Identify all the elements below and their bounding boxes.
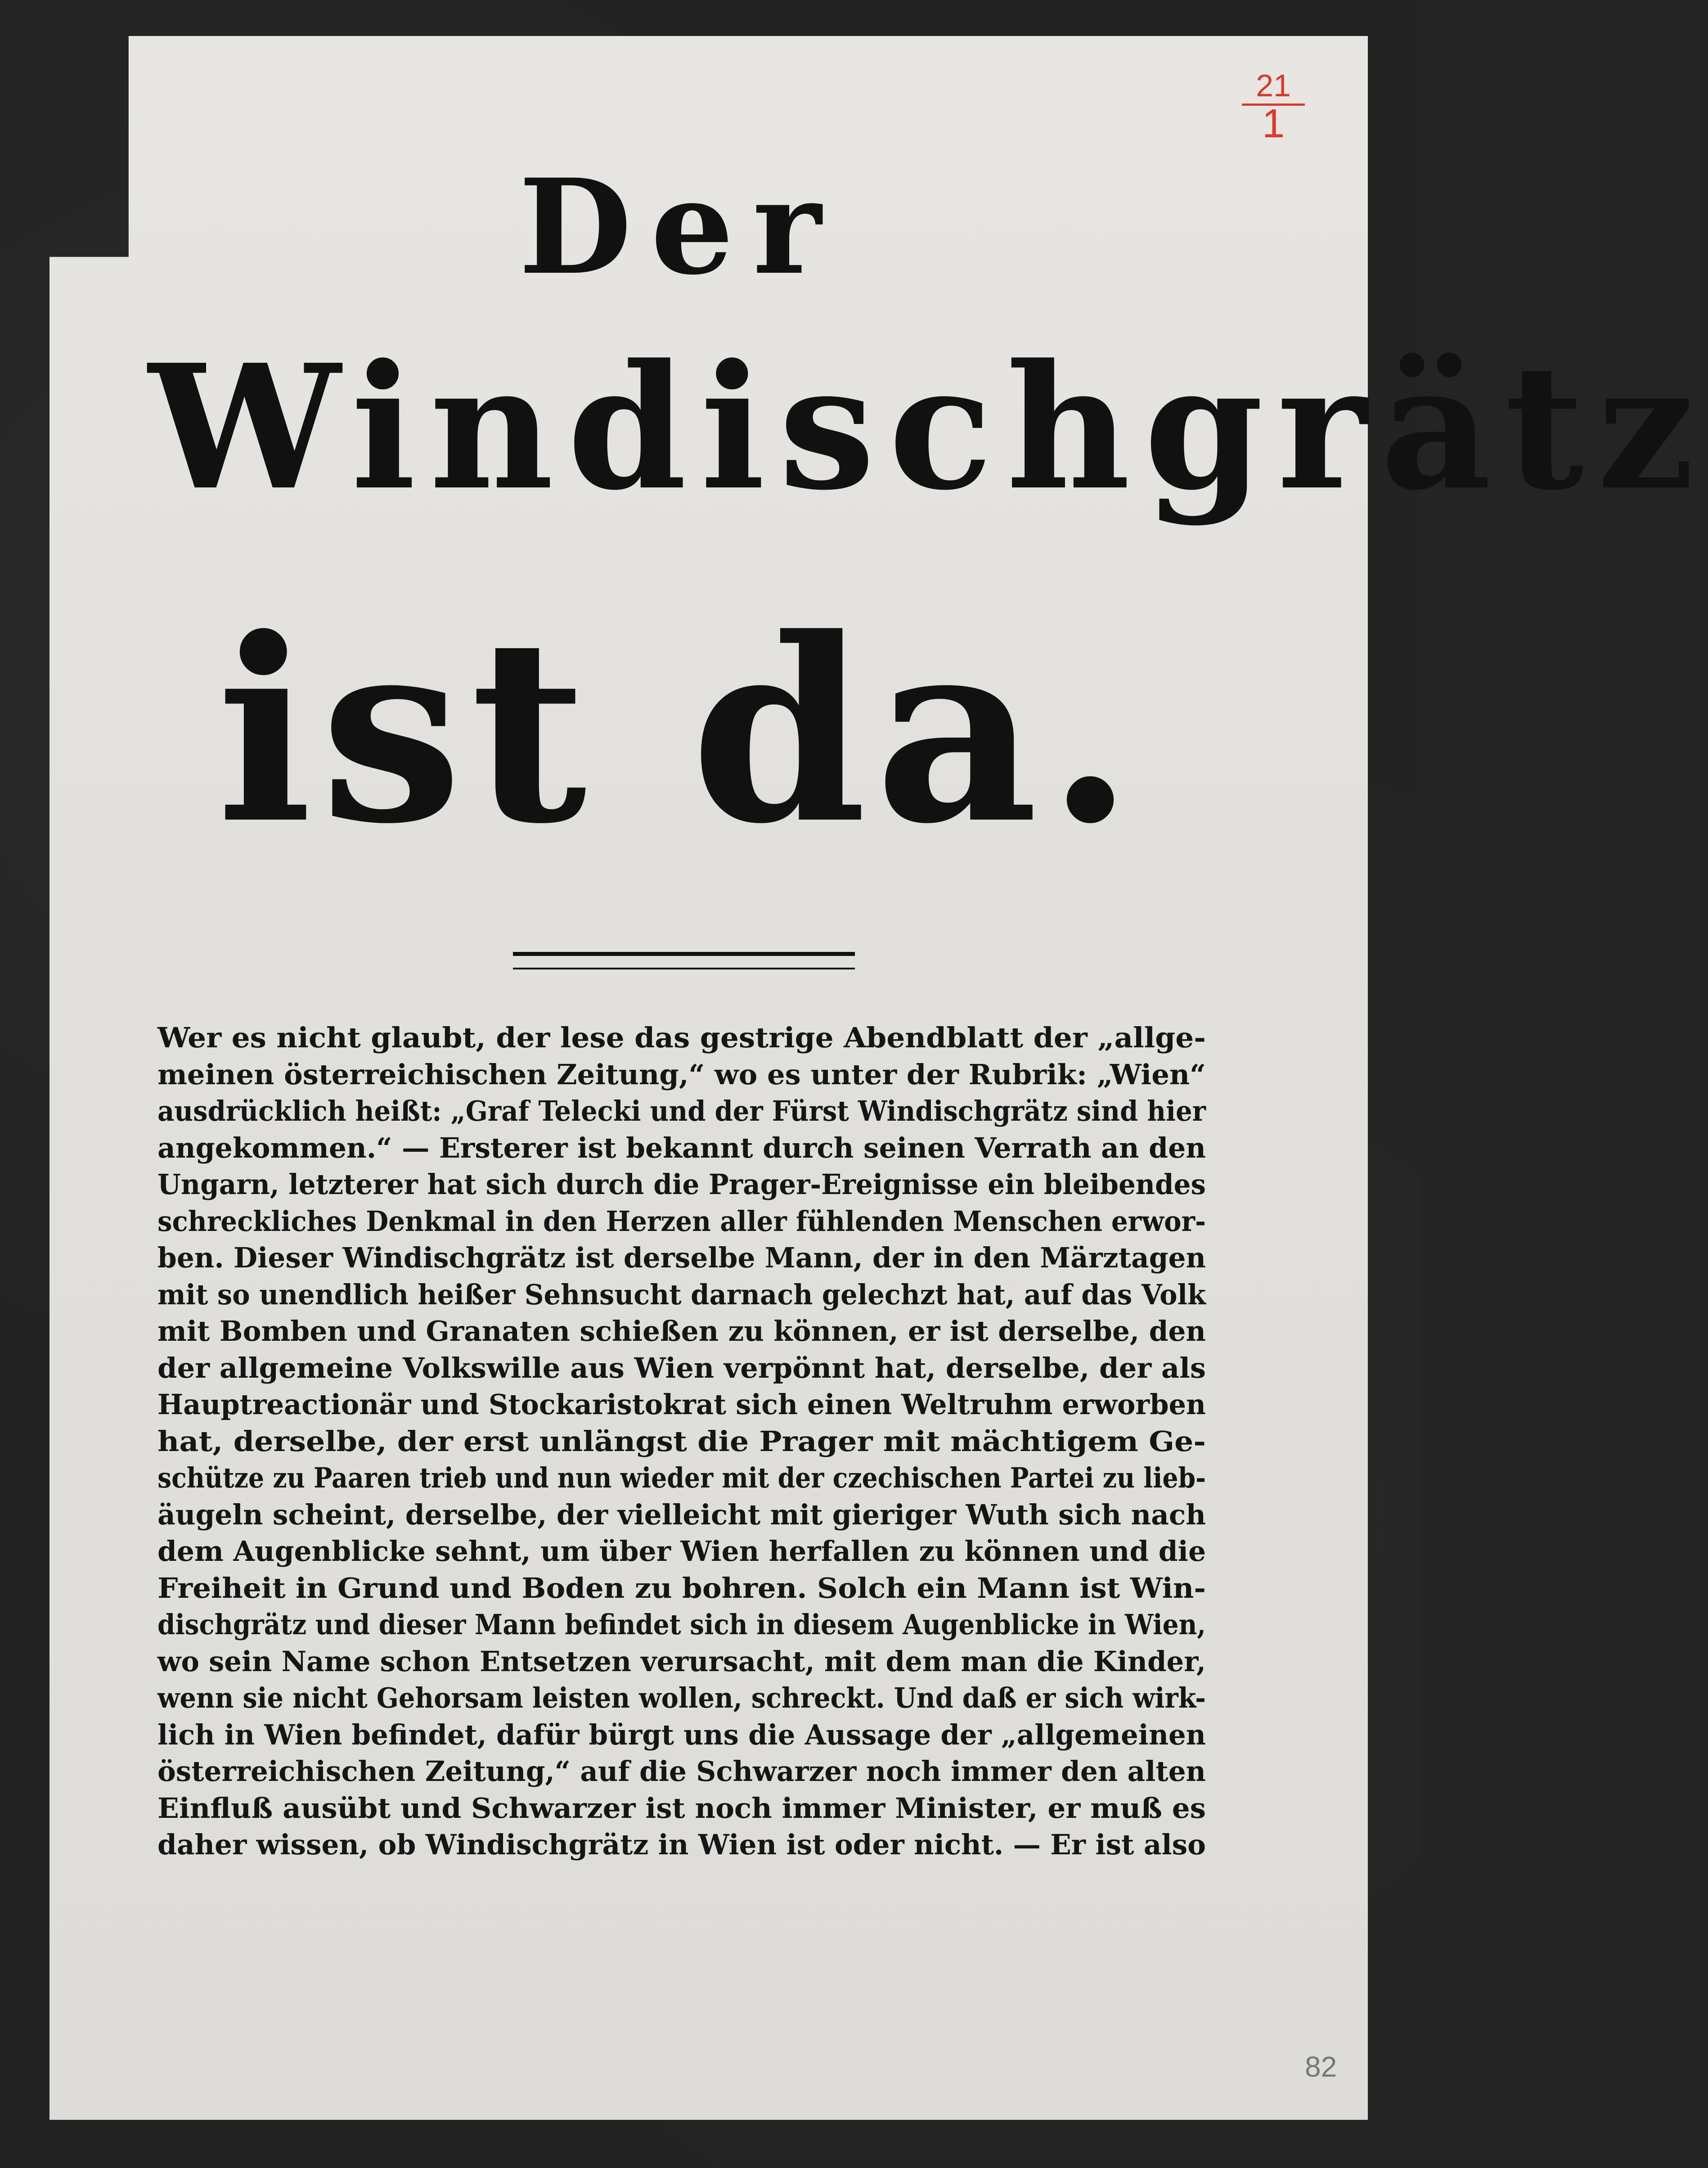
body-line: daher wissen, ob Windischgrätz in Wien ist oder nicht. — Er ist also [157, 1828, 1206, 1861]
body-line: Einfluß ausübt und Schwarzer ist noch immer Minister, er muß es [157, 1791, 1206, 1825]
body-line: wenn sie nicht Gehorsam leisten wollen, schreckt. Und daß er sich wirk- [157, 1681, 1206, 1714]
headline-der: Der [518, 151, 841, 304]
archive-sub-number: 1 [1262, 101, 1285, 146]
archive-number-mark [1233, 68, 1314, 162]
body-line: lich in Wien befindet, dafür bürgt uns die Aussage der „allgemeinen [157, 1718, 1206, 1751]
pencil-page-number: 82 [1305, 2051, 1337, 2083]
body-line: dem Augenblicke sehnt, um über Wien herfallen zu können und die [157, 1535, 1206, 1568]
body-line: schütze zu Paaren trieb und nun wieder mit der czechischen Partei zu lieb- [157, 1461, 1206, 1494]
headline-windischgraetz: Windischgrätz [148, 327, 1708, 528]
body-line: äugeln scheint, derselbe, der vielleicht mit gieriger Wuth sich nach [157, 1498, 1206, 1531]
headline-ist-da: ist da. [216, 583, 1142, 879]
archive-number: 21 [1242, 68, 1305, 106]
body-paragraph [157, 1019, 1206, 1863]
body-line: meinen österreichischen Zeitung,“ wo es unter der Rubrik: „Wien“ [157, 1058, 1206, 1091]
body-line: mit so unendlich heißer Sehnsucht darnach gelechzt hat, auf das Volk [157, 1278, 1206, 1311]
body-line: ausdrücklich heißt: „Graf Telecki und der Fürst Windischgrätz sind hier [157, 1095, 1206, 1127]
body-line: Ungarn, letzterer hat sich durch die Prager-Ereignisse ein bleibendes [157, 1168, 1206, 1201]
body-line: schreckliches Denkmal in den Herzen aller fühlenden Menschen erwor- [157, 1204, 1206, 1238]
body-line: Hauptreactionär und Stockaristokrat sich einen Weltruhm erworben [157, 1388, 1206, 1421]
double-rule-divider [513, 952, 855, 969]
body-line: mit Bomben und Granaten schießen zu können, er ist derselbe, den [157, 1315, 1206, 1348]
body-line: wo sein Name schon Entsetzen verursacht, mit dem man die Kinder, [157, 1645, 1206, 1678]
body-line: österreichischen Zeitung,“ auf die Schwarzer noch immer den alten [157, 1755, 1206, 1788]
body-line: dischgrätz und dieser Mann befindet sich in diesem Augenblicke in Wien, [157, 1608, 1206, 1641]
body-line: der allgemeine Volkswille aus Wien verpönnt hat, derselbe, der als [157, 1351, 1206, 1384]
body-line: hat, derselbe, der erst unlängst die Prager mit mächtigem Ge- [157, 1424, 1206, 1458]
body-line: Wer es nicht glaubt, der lese das gestrige Abendblatt der „allge- [157, 1021, 1206, 1054]
body-line: angekommen.“ — Ersterer ist bekannt durch seinen Verrath an den [157, 1131, 1206, 1164]
body-line: ben. Dieser Windischgrätz ist derselbe Mann, der in den Märztagen [157, 1241, 1206, 1274]
body-line: Freiheit in Grund und Boden zu bohren. Solch ein Mann ist Win- [157, 1571, 1206, 1605]
